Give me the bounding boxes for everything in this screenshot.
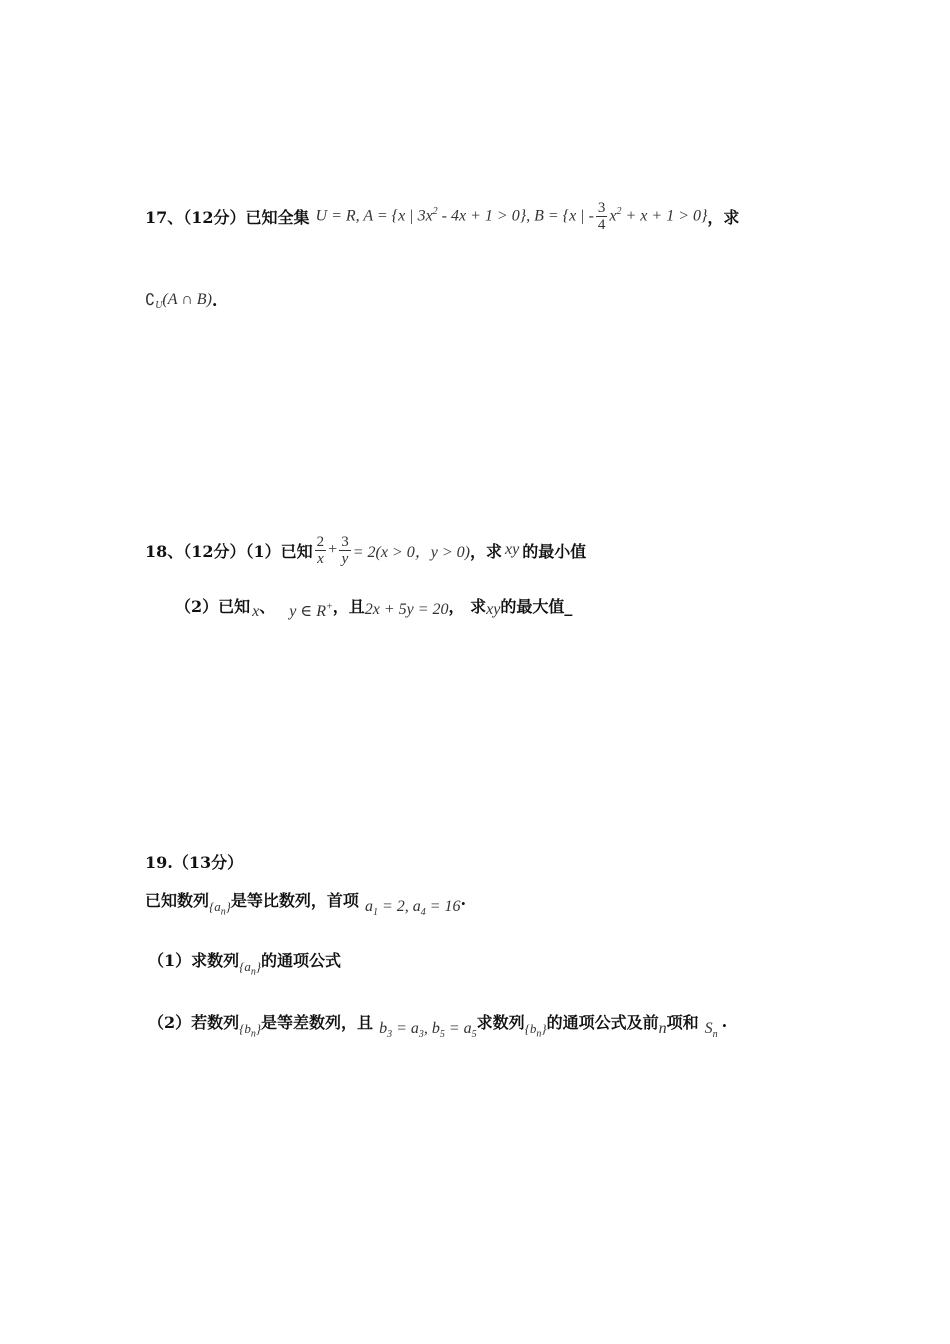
q17-line1	[145, 196, 739, 236]
q19-b3-b5: $b_3 = a_3$, $b_5 = a_5$	[379, 1019, 477, 1041]
q18-y-in: y ∈ R+	[289, 601, 333, 620]
q18-ask1-tail: 的最小值	[522, 541, 587, 561]
q18-x: x	[252, 603, 260, 620]
q17-set-u: U = R, A = {x | $3x^2 - 4x + 1 > 0$}, B = {x | -	[315, 206, 594, 225]
q19-p2-lead: （2）若数列	[148, 1012, 240, 1032]
q19-an: $\{a_n\}$	[209, 898, 231, 918]
q19-part1	[148, 944, 342, 978]
q19-p1-lead: （1）求数列	[148, 950, 240, 970]
complement-symbol: ∁	[145, 292, 156, 309]
q18-xy: xy	[504, 541, 520, 558]
q18-plus: +	[328, 541, 338, 558]
q18-condition: = 2(x > 0，y > 0)	[352, 543, 470, 561]
q19-line1	[145, 884, 467, 919]
q19-part2	[148, 1006, 728, 1041]
q19-head	[145, 850, 243, 872]
q18-ask1: ，求	[469, 541, 502, 561]
q19-a1-a4: $a_1 = 2$, $a_4 = 16$	[364, 897, 461, 919]
q19-title: 19.（13分）	[145, 852, 244, 872]
q19-p1-an: $\{a_n\}$	[239, 958, 262, 978]
q18-part2-lead: （2）已知	[175, 596, 251, 616]
q18-ask2-tail: 的最大值_	[500, 596, 573, 616]
q17-lead: 17、（12分）已知全集	[145, 207, 310, 227]
q19-p2-end: .	[721, 1011, 728, 1031]
q18-frac1: $\frac{2}{x}$	[316, 533, 325, 567]
q19-l1-lead: 已知数列	[145, 890, 210, 910]
q19-p2-mid: 是等差数列，且	[261, 1012, 374, 1032]
q18-sep: 、	[259, 596, 276, 616]
q19-n: n	[658, 1020, 667, 1037]
q19-p2-terms: 项和	[666, 1012, 699, 1032]
q17-set-b: $x^2 + x + 1 > 0$}	[609, 206, 708, 225]
complement-body: (A ∩ B)	[162, 291, 212, 308]
q17-end: .	[211, 290, 218, 310]
q19-l1-mid: 是等比数列，首项	[230, 890, 359, 910]
q17-line2	[145, 287, 217, 313]
q19-p2-ask: 求数列	[476, 1012, 525, 1032]
q18-xy2: xy	[486, 601, 501, 618]
q18-line1	[145, 530, 586, 570]
q18-and: ，且	[332, 596, 365, 616]
q19-p2-bn: $\{b_n\}$	[524, 1020, 547, 1040]
q18-frac2: $\frac{3}{y}$	[341, 533, 349, 567]
q17-fraction: $\frac{3}{4}$	[597, 199, 606, 233]
q18-ask2: ， 求	[448, 596, 487, 616]
q19-sn: $S_n$	[704, 1019, 718, 1041]
q19-l1-dot: .	[460, 889, 467, 909]
complement-sub: U	[155, 299, 163, 311]
q18-equation: 2x + 5y = 20	[364, 601, 449, 618]
q18-lead: 18、（12分）（1）已知	[145, 541, 313, 561]
q19-p2-tail: 的通项公式及前	[546, 1012, 659, 1032]
q19-p1-tail: 的通项公式	[261, 950, 342, 970]
q19-bn: $\{b_n\}$	[239, 1020, 262, 1040]
q17-trail: ，求	[707, 207, 740, 227]
q18-line2	[175, 590, 572, 620]
